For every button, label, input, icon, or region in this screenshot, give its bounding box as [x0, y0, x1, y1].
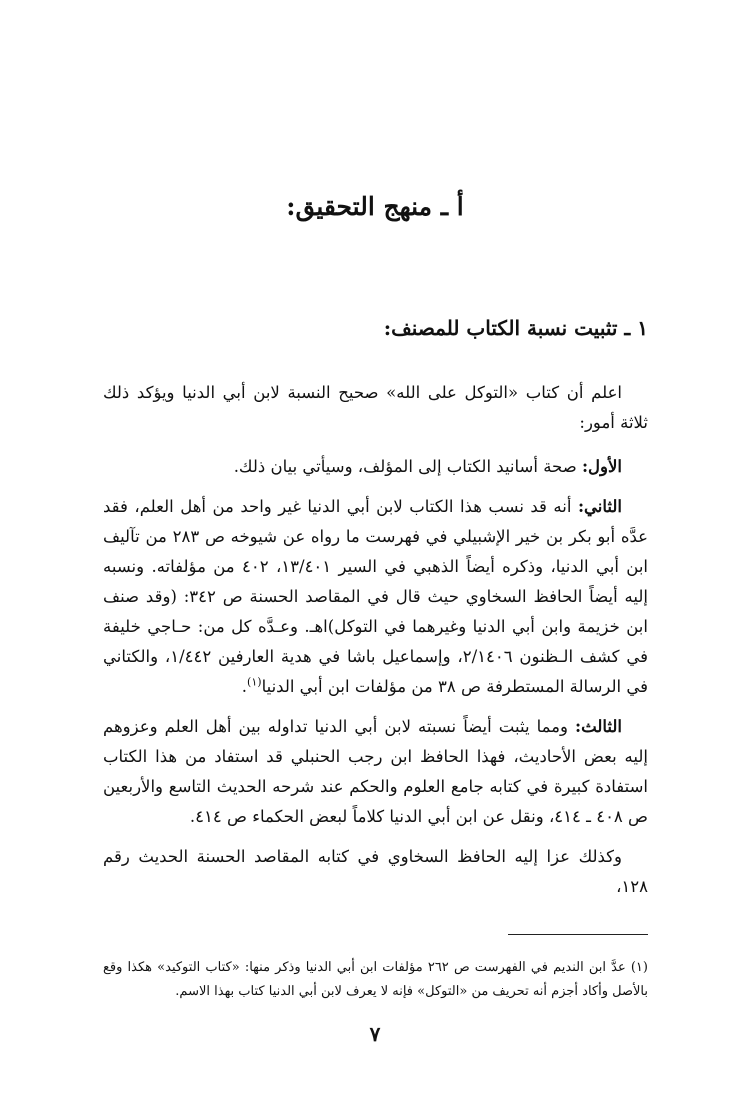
paragraph-text: صحة أسانيد الكتاب إلى المؤلف، وسيأتي بيان ذلك. [233, 457, 582, 476]
paragraph-lead: الثالث: [575, 717, 622, 736]
subsection-heading: ١ ـ تثبيت نسبة الكتاب للمصنف: [383, 316, 648, 340]
paragraph-text: ومما يثبت أيضاً نسبته لابن أبي الدنيا تداوله بين أهل العلم وعزوهم إليه بعض الأحاديث، فهذا الحافظ ابن رجب الحنبلي قد استفاد من هذا الكتاب استفادة كبيرة في كتابه جامع العلوم والحكم عند شرحه الحديث التاسع والأربعين ص ٤٠٨ ـ ٤١٤، ونقل عن ابن أبي الدنيا كلاماً لبعض الحكماء ص ٤١٤. [103, 717, 648, 826]
paragraph-text: اعلم أن كتاب «التوكل على الله» صحيح النسبة لابن أبي الدنيا ويؤكد ذلك ثلاثة أمور: [103, 383, 648, 432]
first-point-paragraph [103, 452, 648, 482]
paragraph-text: وكذلك عزا إليه الحافظ السخاوي في كتابه المقاصد الحسنة الحديث رقم ١٢٨، [103, 847, 648, 896]
footnote: (١) عدَّ ابن النديم في الفهرست ص ٢٦٢ مؤلفات ابن أبي الدنيا وذكر منها: «كتاب التوكيد» هكذا وقع بالأصل وأكاد أجزم أنه تحريف من «التوكل» فإنه لا يعرف لابن أبي الدنيا كتاب بهذا الاسم. [103, 960, 648, 999]
paragraph-text: أنه قد نسب هذا الكتاب لابن أبي الدنيا غير واحد من أهل العلم، فقد عدَّه أبو بكر بن خير الإشبيلي في فهرست ما رواه عن شيوخه ص ٢٨٣ من تآليف ابن أبي الدنيا، وذكره أيضاً الذهبي في السير ١٣/٤٠١، ٤٠٢ من مؤلفاته. ونسبه إليه أيضاً الحافظ السخاوي حيث قال في المقاصد الحسنة ص ٣٤٢: (وقد صنف ابن خزيمة وابن أبي الدنيا وغيرهما في التوكل)اهـ. وعـدَّه كل من: حـاجي خليفة في كشف الـظنون ٢/١٤٠٦، وإسماعيل باشا في هدية العارفين ١/٤٤٢، والكتاني في الرسالة المستطرفة ص ٣٨ من مؤلفات ابن أبي الدنيا [103, 497, 649, 696]
footnote-separator [508, 934, 648, 935]
second-point-paragraph [103, 492, 648, 702]
section-heading: أ ـ منهج التحقيق: [286, 192, 464, 221]
page-number: ٧ [369, 1022, 381, 1046]
third-point-paragraph [103, 712, 648, 832]
paragraph-lead: الثاني: [577, 497, 622, 516]
paragraph-lead: الأول: [581, 457, 622, 476]
footnote-reference[interactable]: (١) [247, 675, 262, 689]
closing-paragraph [103, 842, 648, 902]
intro-paragraph [103, 378, 648, 438]
main-text [103, 378, 648, 912]
paragraph-tail: . [241, 677, 248, 696]
